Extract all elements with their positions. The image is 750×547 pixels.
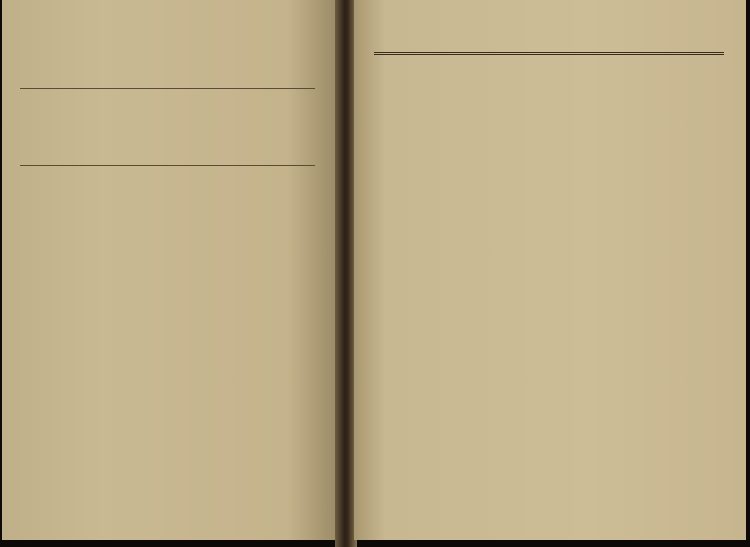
masthead-rule xyxy=(374,52,724,53)
article-body-part1 xyxy=(386,169,716,173)
divider-line xyxy=(20,88,315,89)
table-of-contents xyxy=(6,0,324,14)
right-page xyxy=(354,0,746,540)
article-body-part2 xyxy=(386,324,716,328)
divider-line xyxy=(20,165,315,166)
left-page xyxy=(2,0,338,540)
masthead-rule xyxy=(374,54,724,55)
